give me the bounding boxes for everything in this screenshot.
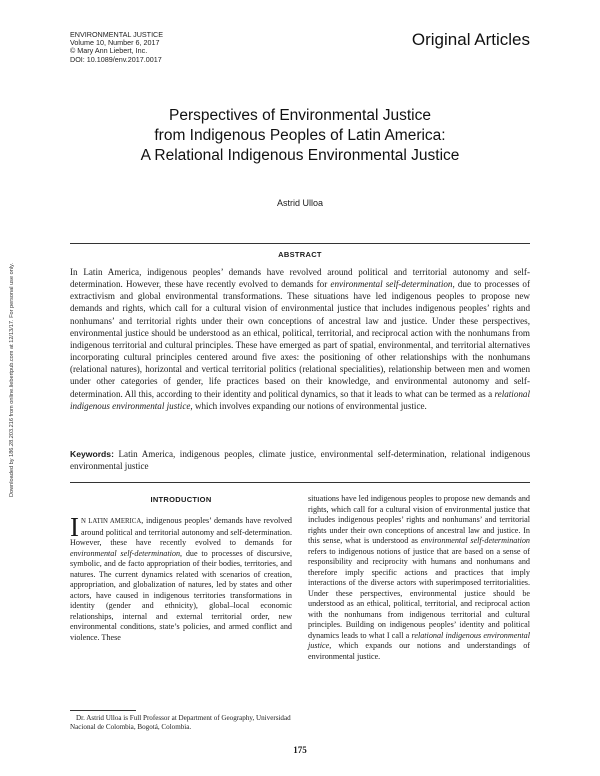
abstract-italic-term: relational indigenous environmental justice (70, 388, 530, 411)
abstract-text (70, 266, 530, 412)
body-text: , indigenous peoples’ demands have revolved around political and territorial autonomy and self-determination. However, these have recently evolved to demands for (70, 516, 292, 547)
keywords-label: Keywords: (70, 449, 114, 459)
keywords-bottom-rule (70, 482, 530, 483)
journal-meta (70, 31, 163, 64)
body-italic-term: environmental self-determination (420, 536, 530, 545)
small-caps-lead: N LATIN AMERICA (81, 518, 142, 525)
body-text: , which expands our notions and understandings of environmental justice. (308, 641, 530, 661)
journal-doi: DOI: 10.1089/env.2017.0017 (70, 54, 162, 64)
introduction-heading: INTRODUCTION (150, 495, 212, 504)
drop-cap: I (70, 512, 79, 542)
body-column-left (70, 512, 292, 643)
body-italic-term: environmental self-determination (70, 548, 181, 558)
footnote-text: Dr. Astrid Ulloa is Full Professor at Department of Geography, Universidad Nacional de Colombia, Bogotá, Colombia. (70, 714, 291, 731)
keywords-list: Latin America, indigenous peoples, climate justice, environmental self-determination, relational indigenous environmental justice (70, 449, 530, 472)
body-text: situations have led indigenous peoples to propose new demands and rights, which call for a cultural vision of environmental justice that includes indigenous peoples’ rights and nonhumans’ and territorial rights under their own conceptions of ancestral law and justice. In this sense, what is understood as (308, 494, 530, 545)
body-text: refers to indigenous notions of justice that are based on a sense of responsibility and reciprocity with humans and nonhumans and therefore imply specific actions and practices that imply interactions of the diverse actors with superimposed territorialities. Under these perspectives, environmental justice should be understood as an ethical, political, territorial, and reciprocal action with the nonhumans from indigenous territorial and cultural principles. Building on indigenous peoples’ identity and political dynamics leads to what I call a (308, 546, 530, 640)
keywords (70, 448, 530, 472)
journal-copyright: © Mary Ann Liebert, Inc. (70, 46, 148, 56)
journal-volume: Volume 10, Number 6, 2017 (70, 38, 160, 48)
abstract-top-rule (70, 243, 530, 244)
title-line: Perspectives of Environmental Justice (169, 107, 431, 124)
author-footnote (70, 714, 292, 732)
body-text: , due to processes of discursive, symbolic, and de facto appropriation of their bodies, territories, and natures. The current dynamics related with scenarios of creation, appropriation, and globalization of natures, led by states and other actors, have caused in indigenous territories transformations in identity (gender and ethnicity), global–local economic relationships, internal and external territorial order, new environmental conditions, state’s policies, and armed conflict and violence. These (70, 548, 292, 642)
section-label: Original Articles (411, 30, 530, 49)
abstract-text-part: In Latin America, indigenous peoples’ demands have revolved around political and territorial autonomy and self-determination. However, these have recently evolved to demands for (70, 267, 530, 290)
body-column-right (308, 494, 530, 662)
footnote-rule (70, 710, 136, 711)
title-line: A Relational Indigenous Environmental Justice (140, 147, 460, 164)
body-italic-term: relational indigenous environmental justice (308, 630, 530, 650)
abstract-heading: ABSTRACT (278, 250, 322, 259)
download-notice: Downloaded by 186.28.203.216 from online.liebertpub.com at 12/13/17. For personal use only. (9, 262, 15, 498)
journal-name: ENVIRONMENTAL JUSTICE (70, 30, 164, 39)
abstract-text-part: , due to processes of extractivism and global environmental transformations. These situations have led indigenous peoples to propose new demands and rights, which call for a cultural vision of environmental justice that includes indigenous peoples’ rights and nonhumans’ and territorial rights under their own conceptions of ancestral law and justice. Under these perspectives, environmental justice should be understood as an ethical, political, territorial, and reciprocal action with the nonhumans from indigenous territorial and cultural principles. These have emerged as part of spatial, environmental, and territorial alternatives incorporating cultural principles centered around five axes: the positioning of other relationships with the nonhumans (relational natures), horizontal and vertical territorial politics (relational specialities), relationship between men and women under other categories of gender, life practices based on their knowledge, and environmental autonomy and self-determination. All this, according to their identity and political dynamics, so that it leads to what can be termed as a (70, 279, 530, 399)
author-name: Astrid Ulloa (276, 198, 323, 208)
article-title (70, 106, 530, 166)
title-line: from Indigenous Peoples of Latin America: (154, 127, 446, 144)
page-number: 175 (293, 745, 307, 755)
abstract-italic-term: environmental self-determination (330, 279, 453, 290)
abstract-text-part: , which involves expanding our notions of environmental justice. (190, 400, 427, 411)
